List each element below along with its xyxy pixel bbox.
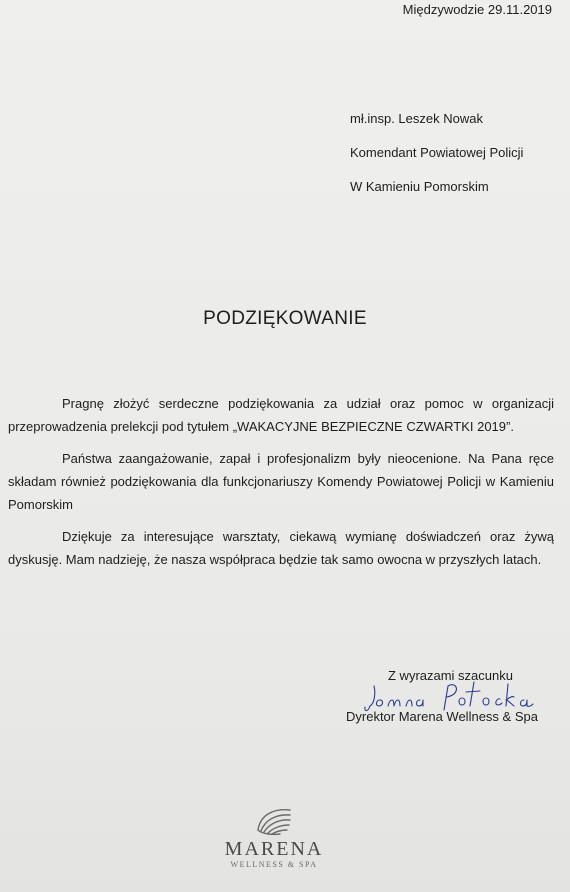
letter-title: PODZIĘKOWANIE (203, 308, 367, 329)
letter-body (8, 392, 554, 580)
recipient-name: mł.insp. Leszek Nowak (350, 111, 483, 126)
signatory-role: Dyrektor Marena Wellness & Spa (346, 709, 538, 724)
shell-icon (252, 804, 296, 836)
logo-subtitle: WELLNESS & SPA (230, 860, 318, 869)
paragraph-1: Pragnę złożyć serdeczne podziękowania za udział oraz pomoc w organizacji przeprowadzenia prelekcji pod tytułem „WAKACYJNE BEZPIECZNE CZWARTKI 2019”. (8, 396, 554, 434)
logo-name: MARENA (224, 838, 324, 860)
paragraph-3: Dziękuje za interesujące warsztaty, ciekawą wymianę doświadczeń oraz żywą dyskusję. Mam nadzieję, że nasza współpraca będzie tak samo owocna w przyszłych latach. (8, 529, 554, 567)
closing-greeting: Z wyrazami szacunku (388, 668, 513, 683)
paragraph-2: Państwa zaangażowanie, zapał i profesjonalizm były nieocenione. Na Pana ręce składam również podziękowania dla funkcjonariuszy Komendy Powiatowej Policji w Kamieniu Pomorskim (8, 451, 554, 512)
recipient-location: W Kamieniu Pomorskim (350, 179, 489, 194)
recipient-position: Komendant Powiatowej Policji (350, 145, 524, 160)
place-date: Międzywodzie 29.11.2019 (402, 2, 552, 17)
recipient-block (350, 110, 523, 212)
company-logo (214, 804, 334, 870)
